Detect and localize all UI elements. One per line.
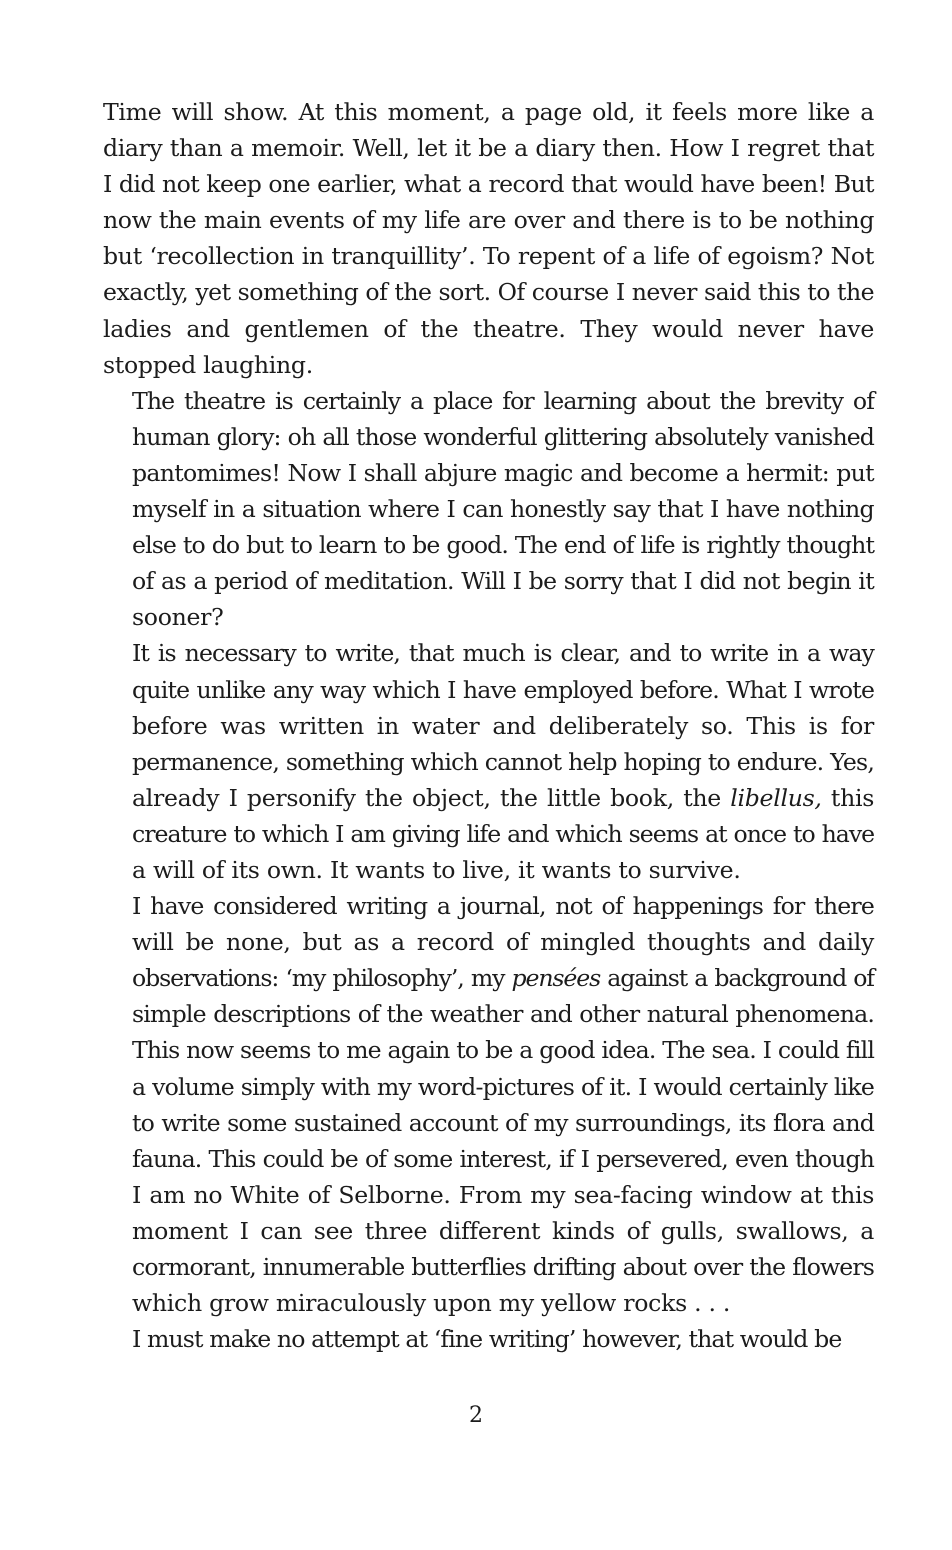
text-line: fauna. This could be of some interest, if I persevered, even though: [132, 1144, 874, 1173]
text-line: already I personify the object, the little book, the libellus, this: [132, 783, 875, 812]
text-line: which grow miraculously upon my yellow rocks . . .: [132, 1289, 731, 1318]
text-line: I am no White of Selborne. From my sea-facing window at this: [132, 1180, 875, 1209]
text-line: The theatre is certainly a place for learning about the brevity of: [132, 386, 875, 415]
text-line: of as a period of meditation. Will I be sorry that I did not begin it: [132, 567, 875, 596]
text-line: exactly, yet something of the sort. Of course I never said this to the: [103, 278, 875, 307]
paragraph: [103, 1321, 874, 1357]
text-line: simple descriptions of the weather and other natural phenomena.: [132, 1000, 875, 1029]
text-line: myself in a situation where I can honestly say that I have nothing: [132, 495, 874, 524]
paragraph: [103, 94, 874, 383]
text-line: ladies and gentlemen of the theatre. They would never have: [103, 314, 874, 343]
paragraph: [103, 888, 874, 1321]
text-line: sooner?: [132, 603, 224, 632]
text-line: a volume simply with my word-pictures of it. I would certainly like: [132, 1072, 875, 1101]
body-text: [103, 94, 874, 1357]
text-line: but ‘recollection in tranquillity’. To repent of a life of egoism? Not: [103, 242, 875, 271]
text-line: I must make no attempt at ‘fine writing’ however, that would be: [132, 1325, 842, 1354]
text-line: This now seems to me again to be a good idea. The sea. I could fill: [132, 1036, 875, 1065]
text-line: observations: ‘my philosophy’, my pensées against a background of: [132, 964, 874, 993]
page-number: 2: [469, 1403, 483, 1428]
text-line: else to do but to learn to be good. The end of life is rightly thought: [132, 531, 875, 560]
text-line: It is necessary to write, that much is clear, and to write in a way: [132, 639, 874, 668]
text-line: quite unlike any way which I have employed before. What I wrote: [132, 675, 875, 704]
text-line: cormorant, innumerable butterflies drifting about over the flowers: [132, 1253, 874, 1281]
text-line: diary than a memoir. Well, let it be a diary then. How I regret that: [103, 134, 875, 163]
text-line: Time will show. At this moment, a page old, it feels more like a: [103, 98, 875, 126]
text-line: pantomimes! Now I shall abjure magic and become a hermit: put: [132, 458, 874, 487]
paragraph: [103, 383, 874, 636]
text-line: moment I can see three different kinds of gulls, swallows, a: [132, 1216, 875, 1245]
text-line: permanence, something which cannot help hoping to endure. Yes,: [132, 747, 875, 776]
text-line: a will of its own. It wants to live, it wants to survive.: [132, 855, 741, 884]
text-line: stopped laughing.: [103, 350, 313, 379]
text-line: will be none, but as a record of mingled thoughts and daily: [132, 928, 875, 957]
text-line: I did not keep one earlier, what a record that would have been! But: [103, 170, 874, 199]
text-line: human glory: oh all those wonderful glittering absolutely vanished: [132, 422, 875, 451]
text-line: now the main events of my life are over and there is to be nothing: [103, 206, 875, 235]
text-line: I have considered writing a journal, not of happenings for there: [132, 892, 875, 921]
text-line: to write some sustained account of my surroundings, its flora and: [132, 1108, 875, 1137]
text-line: creature to which I am giving life and which seems at once to have: [132, 819, 875, 848]
paragraph: [103, 635, 874, 888]
text-line: before was written in water and deliberately so. This is for: [132, 711, 875, 740]
